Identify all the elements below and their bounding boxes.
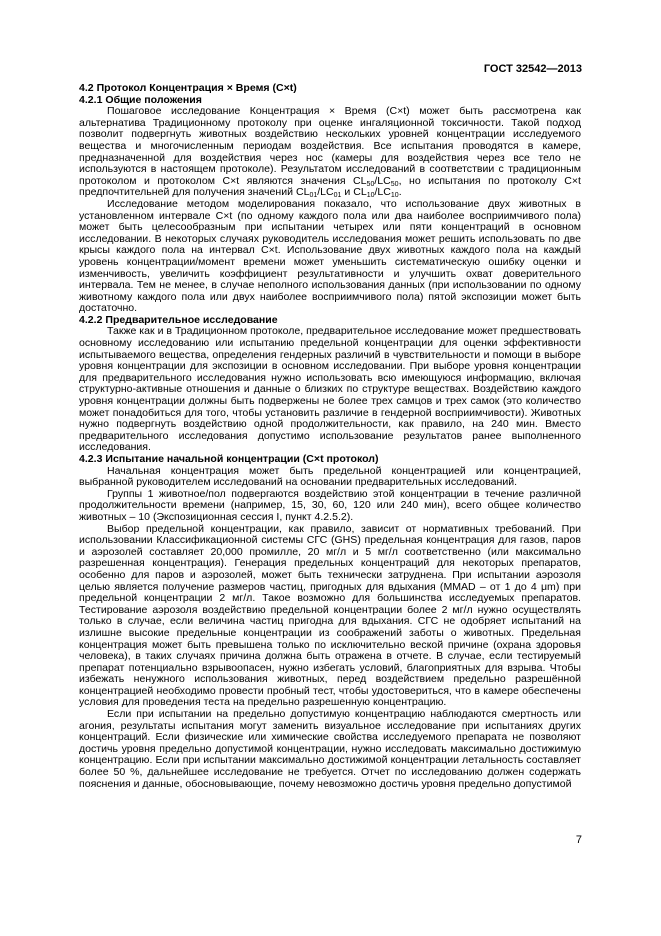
paragraph: Если при испытании на предельно допустимую концентрацию наблюдаются смертность или агония, результаты испытания могут заменить визуальное исследование при испытаниях других концентраций. Если физические или химические свойства исследуемого препарата не позволяют достичь уровня предельно допустимой концентрации, нужно исследовать максимально достижимую концентрацию. Если при испытании максимально достижимой концентрации летальность составляет более 50 %, дальнейшее исследование не требуется. Отчет по исследованию должен содержать пояснения и данные, обосновывающие, почему невозможно достичь уровня предельно допустимой: [79, 708, 581, 790]
page-number: 7: [575, 834, 582, 846]
document-body: [79, 83, 581, 790]
section-4-2-2-heading: 4.2.2 Предварительное исследование: [79, 313, 278, 326]
paragraph: Исследование методом моделирования показало, что использование двух животных в установленном интервале С×t (по одному каждого пола или два наиболее восприимчивого пола) может быть целесообразным при испытании четырех или пяти концентраций в основном исследовании. В некоторых случаях руководитель исследования может решить использовать по две крысы каждого пола на интервал С×t. Использование двух животных каждого пола на каждый уровень концентрации/момент времени может уменьшить систематическую ошибку оценки и изменчивость, увеличить коэффициент результативности и улучшить охват доверительного интервала. Тем не менее, в случае неполного использования данных (при использовании по одному животному каждого пола или двух наиболее восприимчивого пола) пятой экспозиции может быть достаточно.: [79, 197, 581, 315]
paragraph: Выбор предельной концентрации, как правило, зависит от нормативных требований. При использовании Классификационной системы СГС (GHS) предельная концентрация для газов, паров и аэрозолей составляет 20,000 промилле, 20 мг/л и 5 мг/л соответственно (или максимально разрешенная концентрация). Генерация предельных концентраций для некоторых препаратов, особенно для паров и аэрозолей, может быть технически затруднена. При испытании аэрозоля целью является получение размеров частиц, пригодных для вдыхания (MMAD – от 1 до 4 μm) при предельной концентрации 2 мг/л. Такое возможно для большинства исследуемых препаратов. Тестирование аэрозоля воздействию предельной концентрации более 2 мг/л нужно осуществлять только в случае, если величина частиц пригодна для вдыхания. СГС не одобряет испытаний на излишне высокие предельные концентрации из соображений заботы о животных. Предельная концентрация может быть превышена только по исключительно веской причине (охрана здоровья человека), в таких случаях причина должна быть отражена в отчете. В случае, если тестируемый препарат потенциально взрывоопасен, нужно избегать условий, благоприятных для взрыва. Чтобы избежать ненужного использования животных, перед воздействием предельно разрешённой концентрацией необходимо провести пробный тест, чтобы удостовериться, что в камере обеспечены условия для проведения теста на предельно разрешенную концентрацию.: [79, 522, 581, 709]
section-4-2-3-heading: 4.2.3 Испытание начальной концентрации (С×t протокол): [79, 453, 379, 465]
paragraph: Начальная концентрация может быть предельной концентрацией или концентрацией, выбранной руководителем исследований на основании предварительных исследований.: [79, 464, 581, 489]
paragraph: Группы 1 животное/пол подвергаются воздействию этой концентрации в течение различной продолжительности времени (например, 15, 30, 60, 120 или 240 мин), всего общее количество животных – 10 (Экспозиционная сессия I, пункт 4.2.5.2).: [79, 487, 581, 523]
paragraph: Пошаговое исследование Концентрация × Время (С×t) может быть рассмотрена как альтернатива Традиционному протоколу при оценке ингаляционной токсичности. Такой подход позволит подвергнуть животных воздействию нескольких уровней концентрации исследуемого вещества и многочисленным периодам воздействия. Все испытания проводятся в камере, предназначенной для воздействия через нос (камеры для воздействия через все тело не используются в настоящем протоколе). Результатом исследований в соответствии с традиционным протоколом и протоколом С×t являются значения $CL_{50}/LC_{50}$, но испытания по протоколу С×t предпочтительней для получения значений $CL_{01}/LC_{01}$ и $CL_{10}/LC_{10}$.: [79, 105, 581, 200]
section-4-2-heading: 4.2 Протокол Концентрация × Время (С×t): [79, 82, 297, 94]
standard-code: ГОСТ 32542—2013: [483, 63, 582, 75]
paragraph: Также как и в Традиционном протоколе, предварительное исследование может предшествовать основному исследованию или испытанию предельной концентрации для оценки эффективности испытываемого вещества, определения гендерных различий в чувствительности и помощи в выборе уровня концентрации для экспозиции в основном исследовании. При выборе уровня концентрации для предварительного исследования нужно использовать всю имеющуюся информацию, включая структурно-активные отношения и данные о близких по структуре веществах. Воздействию каждого уровня концентрации должны быть подвержены не более трех самцов и трех самок (это количество может понадобиться для того, чтобы установить различие в гендерной восприимчивости). Животных нужно подвергнуть воздействию одной продолжительности, как правило, на 240 мин. Вместо предварительного исследования допустимо использование результатов ранее выполненного исследования.: [79, 325, 581, 454]
section-4-2-1-heading: 4.2.1 Общие положения: [79, 93, 202, 106]
